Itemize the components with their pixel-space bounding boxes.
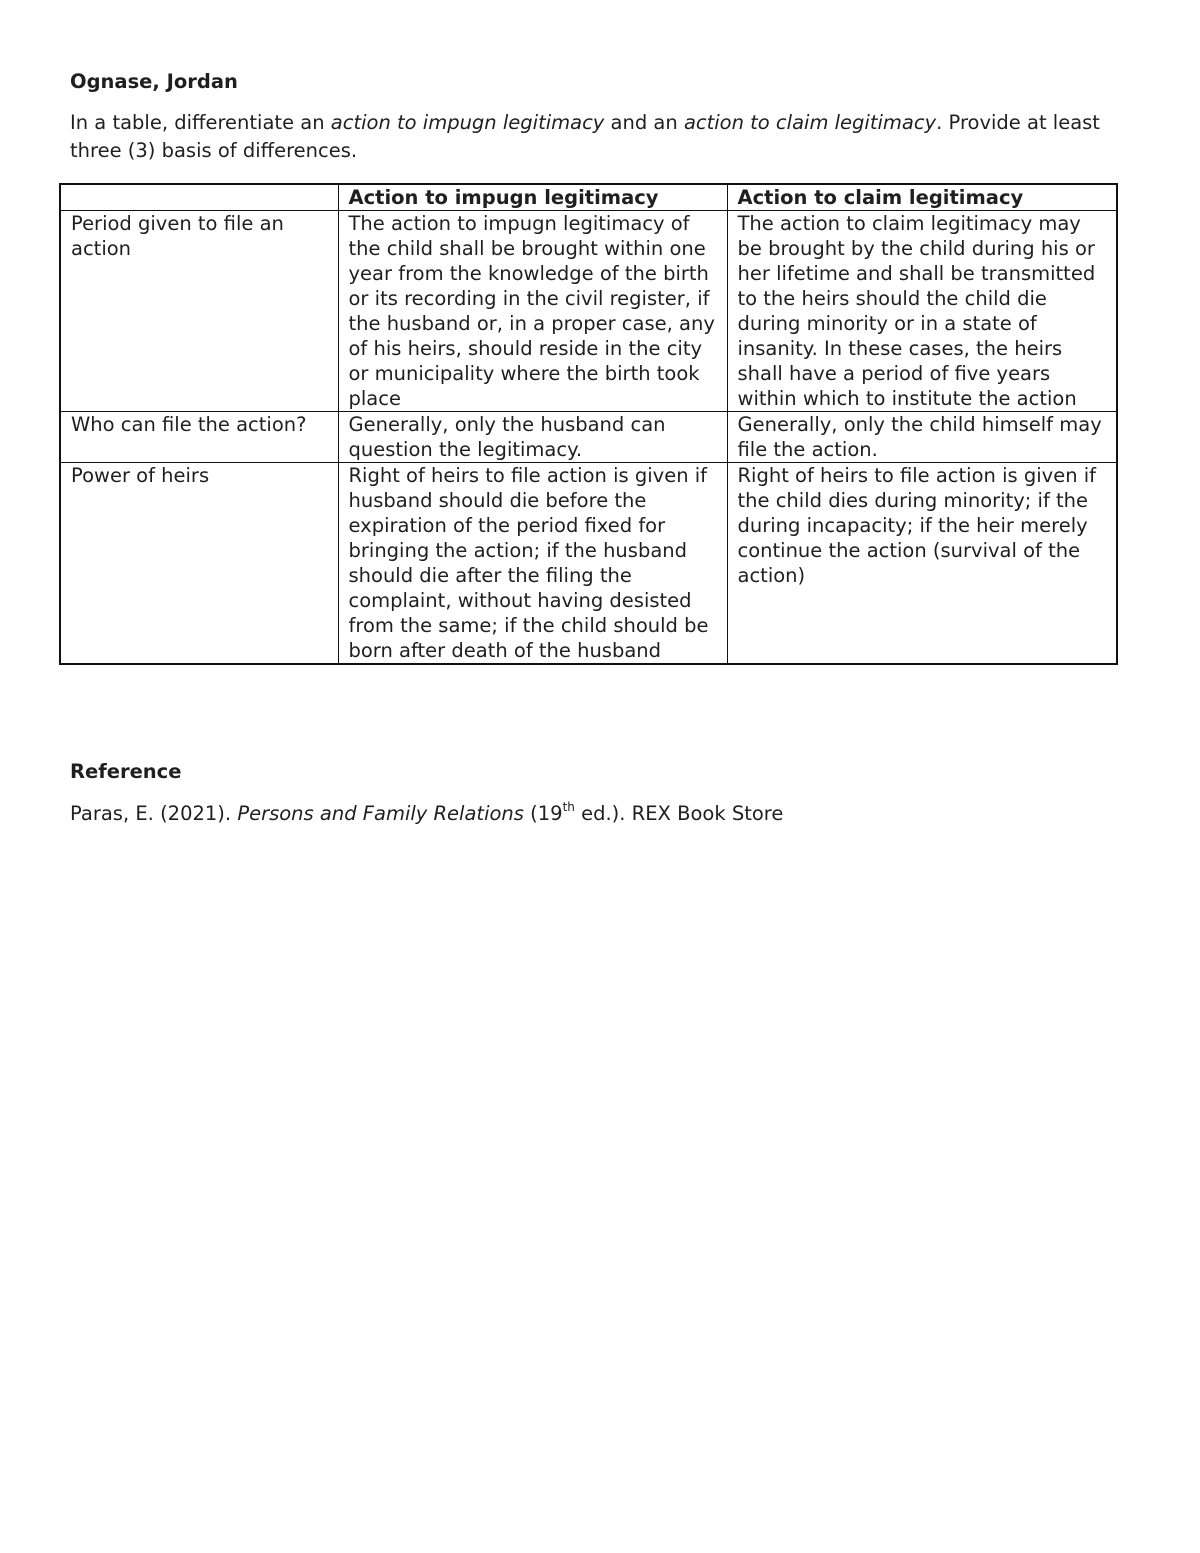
table-row: [60, 412, 1117, 463]
prompt-term-claim: action to claim legitimacy: [683, 111, 937, 134]
reference-citation: [70, 799, 783, 829]
header-claim: Action to claim legitimacy: [727, 184, 1117, 211]
prompt-text-2: and an: [604, 111, 684, 134]
comparison-table: [59, 183, 1118, 665]
row-label-heirs: Power of heirs: [60, 463, 338, 665]
cell-claim-heirs: Right of heirs to file action is given if the child dies during minority; if the during incapacity; if the heir merely continue the action (survival of the action): [727, 463, 1117, 665]
table-row: [60, 463, 1117, 665]
table-header-row: [60, 184, 1117, 211]
row-label-period: Period given to file an action: [60, 211, 338, 412]
header-impugn: Action to impugn legitimacy: [338, 184, 727, 211]
prompt-text-3: . Provide at least three (3) basis of differences.: [70, 111, 1100, 162]
cell-claim-period: The action to claim legitimacy may be brought by the child during his or her lifetime and shall be transmitted to the heirs should the child die during minority or in a state of insanity. In these cases, the heirs shall have a period of five years within which to institute the action: [727, 211, 1117, 412]
citation-author-year: Paras, E. (2021).: [70, 802, 238, 825]
row-label-who: Who can file the action?: [60, 412, 338, 463]
prompt-term-impugn: action to impugn legitimacy: [330, 111, 605, 134]
citation-edition-post: ed.). REX Book Store: [574, 802, 784, 825]
citation-title: Persons and Family Relations: [237, 802, 524, 825]
table-row: [60, 211, 1117, 412]
prompt-text-1: In a table, differentiate an: [70, 111, 331, 134]
reference-heading: Reference: [70, 760, 182, 783]
cell-claim-who: Generally, only the child himself may file the action.: [727, 412, 1117, 463]
author-name: Ognase, Jordan: [70, 70, 238, 93]
cell-impugn-who: Generally, only the husband can question the legitimacy.: [338, 412, 727, 463]
document-page: [70, 67, 1130, 825]
citation-edition-pre: (19: [523, 802, 563, 825]
cell-impugn-heirs: Right of heirs to file action is given if husband should die before the expiration of the period fixed for bringing the action; if the husband should die after the filing the complaint, without having desisted from the same; if the child should be born after death of the husband: [338, 463, 727, 665]
cell-impugn-period: The action to impugn legitimacy of the child shall be brought within one year from the knowledge of the birth or its recording in the civil register, if the husband or, in a proper case, any of his heirs, should reside in the city or municipality where the birth took place: [338, 211, 727, 412]
citation-edition-sup: th: [562, 799, 575, 814]
assignment-prompt: [70, 109, 1125, 165]
header-empty-cell: [60, 184, 338, 211]
